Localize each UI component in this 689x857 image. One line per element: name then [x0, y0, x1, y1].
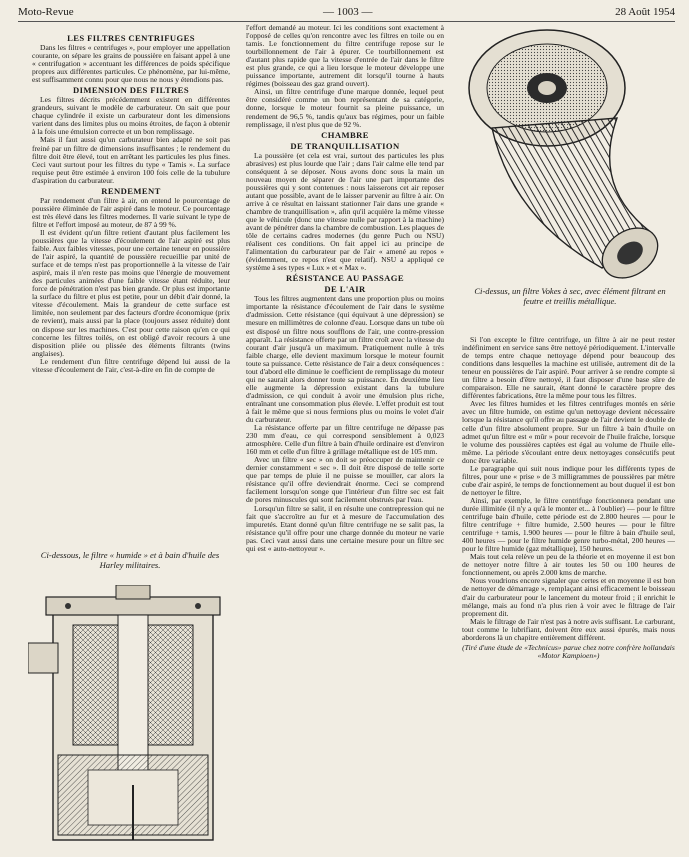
vokes-dry-filter-illustration — [452, 18, 682, 286]
paragraph: La résistance offerte par un filtre centrifuge ne dépasse pas 230 mm d'eau, ce qui correspond sensiblement à 0,023 atmosphère. Celle d'un filtre à bain d'huile ordinaire est d'environ 160 mm et celle d'un filtre à grillage métallique est de 105 mm. — [246, 423, 444, 457]
paragraph: Lorsqu'un filtre se salit, il en résulte une contrepression qui ne fait que s'accroître au fur et à mesure de l'accumulation des impuretés. Etant donné qu'un filtre centrifuge ne se salit pas, la résistance qu'il offre pour une charge donnée du moteur ne varie pas. Ceci vaut aussi dans une certaine mesure pour un filtre sec qui est « auto-nettoyeur ». — [246, 503, 444, 553]
paragraph: Tous les filtres augmentent dans une proportion plus ou moins importante la résistance d'écoulement de l'air dans le système d'admission. Cette résistance (qui équivaut à une dépression) se mesure en millimètres de colonne d'eau. Lorsque dans un tube où est disposé un filtre nous soufflons de l'air, une contre-pression apparaît. La résistance offerte par un filtre croît avec la vitesse du courant d'air jusqu'à un maximum. Pratiquement nulle à très faible charge, elle devient maximum lorsque le moteur fournit toute sa puissance. Cette résistance de l'air a deux conséquences : tout d'abord elle diminue le coefficient de remplissage du moteur qui ne saurait alors donner toute sa puissance. En deuxième lieu elle augmente la dépression existant dans la tubulure d'admission, ce qui conduit à avoir une émulsion plus riche, entraînant une consommation plus élevée. L'effet produit est tout à fait le même que si nous fermions plus ou moins le volet d'air du carburateur. — [246, 294, 444, 425]
paragraph: Avec un filtre « sec » on doit se préoccuper de maintenir ce dernier constamment « sec ». Il doit être disposé de telle sorte que par temps de pluie il ne puisse se mouiller, car alors la résistance qu'il offre deviendrait énorme. Ceci se comprend facilement lorsqu'on songe que l'intérieur d'un filtre sec est fait de pores minuscules qui sont facilement obstrués par l'eau. — [246, 455, 444, 505]
harley-oil-bath-filter-illustration — [28, 585, 238, 850]
heading-rendement: RENDEMENT — [101, 185, 161, 196]
paragraph: Les filtres décrits précédemment existent en différentes grandeurs, suivant le modèle de carburateur. On sait que pour chaque cylindrée il existe un carburateur dont les dimensions varient dans des limites plus ou moins étroites, de façon à obtenir à la fois une émulsion correcte et un bon remplissage. — [32, 95, 230, 137]
paragraph: Avec les filtres humides et les filtres centrifuges montés en série avec un filtre humide, on estime qu'un nettoyage devient nécessaire lorsque la résistance qu'il offre au passage de l'air devient le double de celle d'un filtre absolument propre. Sur un filtre à bain d'huile on admet qu'un filtre est « mûr » pour recevoir de l'huile fraîche, lorsque le volume des poussières captées est égal au volume de l'huile elle-même. La période s'écoulant entre deux nettoyages consécutifs peut donc être variable. — [462, 399, 675, 465]
text-column-3 — [462, 336, 675, 850]
paragraph: Par rendement d'un filtre à air, on entend le pourcentage de poussière éliminée de l'air aspiré dans le moteur. Ce pourcentage est très élevé dans les filtres modernes. Il varie suivant le type de filtre et l'effort imposé au moteur, de 87 à 99 %. — [32, 195, 230, 229]
text-column-2 — [246, 24, 444, 850]
paragraph: Mais tout cela relève un peu de la théorie et en moyenne il est bon de nettoyer notre filtre à air toutes les 50 ou 100 heures de fonctionnement, ou après 2.000 kms de marche. — [462, 552, 675, 578]
paragraph: Ainsi, par exemple, le filtre centrifuge fonctionnera pendant une durée illimitée (il n'y a qu'à le monter et... à l'oublier) — pour le filtre centrifuge bain d'huile, cette période est de 2.800 heures — pour le filtre centrifuge + filtre humide, 2.500 heures — pour le filtre centrifuge + tamis, 1.900 heures — pour le filtre à bain d'huile seul, 400 heures — pour le filtre humide genre turbo-métal, 200 heures — pour le filtre humide (gaz métallique), 150 heures. — [462, 495, 675, 554]
page-number: — 1003 — — [323, 6, 373, 18]
heading-de-l-air: DE L'AIR — [324, 284, 366, 295]
heading-filtres-centrifuges: LES FILTRES CENTRIFUGES — [67, 33, 195, 43]
issue-date: 28 Août 1954 — [615, 6, 675, 18]
heading-dimension-des-filtres: DIMENSION DES FILTRES — [72, 85, 189, 96]
paragraph: Dans les filtres « centrifuges », pour employer une appellation courante, on sépare les grains de poussière en faisant appel à une « centrifugation » accentuant les différences de poids spécifique propres aux différentes particules. Ce phénomène, par lui-même, est suffisamment connu pour que nous ne nous y étendions pas. — [32, 43, 230, 85]
magazine-name: Moto-Revue — [18, 6, 74, 18]
paragraph: Mais le filtrage de l'air n'est pas à notre avis suffisant. Le carburant, tout comme le lubrifiant, doivent être eux aussi épurés, mais nous aborderons là un chapitre entièrement différent. — [462, 616, 675, 642]
paragraph: Le paragraphe qui suit nous indique pour les différents types de filtres, pour une « prise » de 3 milligrammes de poussières par mètre cube d'air aspiré, le temps de fonctionnement au bout duquel il est bon de nettoyer le filtre. — [462, 463, 675, 497]
paragraph: Nous voudrions encore signaler que certes et en moyenne il est bon de nettoyer de démarrage », remplaçant ainsi efficacement le boisseau d'air du carburateur pour le lancement du moteur froid ; il enrichit le mélange, mais au fond n'a plus rien à voir avec le filtrage de l'air proprement dit. — [462, 576, 675, 618]
heading-de-tranquillisation: DE TRANQUILLISATION — [290, 140, 400, 151]
paragraph: Si l'on excepte le filtre centrifuge, un filtre à air ne peut rester indéfiniment en service sans être nettoyé périodiquement. L'intervalle de temps entre chaque nettoyage dépend pour beaucoup des conditions dans lesquelles la machine est utilisée, autrement dit de la teneur en poussières de l'air aspiré. Pour arriver à se rendre compte si un filtre a besoin d'être nettoyé, il faut disposer d'une base sûre de comparaison. Elle ne saurait, étant donné le caractère propre des différentes fabrications, être la même pour tous les filtres. — [462, 336, 675, 401]
caption-harley-filter: Ci-dessous, le filtre « humide » et à bain d'huile des Harley militaires. — [40, 550, 220, 570]
text-column-1 — [32, 32, 230, 547]
heading-resistance-au-passage: RÉSISTANCE AU PASSAGE — [286, 273, 404, 284]
article-credit: (Tiré d'une étude de «Technicus» parue chez notre confrère hollandais «Motor Kampioen») — [462, 642, 675, 660]
paragraph: l'effort demandé au moteur. Ici les conditions sont exactement à l'opposé de celles qu'on rencontre avec les filtres en toile ou en tamis. Le fonctionnement du filtre centrifuge repose sur le tourbillonnement de l'air à épurer. Ce tourbillonnement est d'autant plus rapide que la vitesse d'entrée de l'air dans le filtre est plus grande, ce qui a lieu lorsque le moteur développe une puissance importante, autrement dit lorsqu'il tourne à hauts régimes (boisseau des gaz grand ouvert). — [246, 24, 444, 89]
paragraph: Il est évident qu'un filtre retient d'autant plus facilement les poussières que la vitesse d'écoulement de l'air aspiré est plus faible. Aux faibles vitesses, pour une certaine teneur en poussière de l'air aspiré, la quantité de poussière recueillie par unité de surface et de temps n'est pas proportionnelle à la vitesse de l'air aspiré, mais il n'en reste pas moins que l'énergie de mouvement des particules animées d'une faible vitesse étant réduite, leur force de pénétration n'est pas bien grande. Or plus est importante la surface du filtre et plus est petite, pour un débit d'air donné, la vitesse d'écoulement. Mais la grandeur de cette surface est limitée, non seulement par des facteurs d'ordre économique (prix de revient), mais aussi par la place (toujours assez réduite) dont on dispose sur les machines. C'est pour cette raison qu'en ce qui concerne les filtres toilés, on est obligé d'avoir recours à une disposition pliée ou plissée des éléments filtrants (twins anglaises). — [32, 227, 230, 358]
paragraph: Ainsi, un filtre centrifuge d'une marque donnée, lequel peut être considéré comme un bon représentant de sa catégorie, donne, lorsque le moteur fournit sa pleine puissance, un rendement de 96,5 %, tandis qu'aux bas régimes, pour un faible remplissage, il n'est plus que de 92 %. — [246, 87, 444, 129]
heading-chambre: CHAMBRE — [321, 129, 369, 140]
paragraph: La poussière (et cela est vrai, surtout des particules les plus abrasives) est plus lourde que l'air ; dans l'air calme elle tend par conséquent à se déposer. Nous avons donc sous la main un nouveau moyen de séparer de l'air une part importante des poussières qui y sont contenues : nous laisserons cet air reposer autant que possible, avant de le laisser parvenir au filtre à air. On arrive à ce résultat en laissant stationner l'air dans une grande « chambre de tranquillisation », afin qu'il acquière la même vitesse que le véhicule (donc une vitesse nulle par rapport à la machine) avant de pénétrer dans la chambre de combustion. Les plaques de tôle de certains cadres modernes (du genre Puch ou NSU) réalisent ces conditions. On fait appel ici au principe de l'alimentation du carburateur par de l'air « amené au repos » (évidemment, ce repos n'est que relatif). NSU a appliqué ce système à ses types « Lux » et « Max ». — [246, 150, 444, 273]
paragraph: Le rendement d'un filtre centrifuge dépend lui aussi de la vitesse d'écoulement de l'air, c'est-à-dire en fin de compte de — [32, 356, 230, 374]
paragraph: Mais il faut aussi qu'un carburateur bien adapté ne soit pas freiné par un filtre de dimensions insuffisantes ; le rendement du filtre doit être élevé, tout en arrêtant les particules les plus fines. Ceci vaut surtout pour les filtres du type « Tamis ». La surface requise peut être estimée à environ 100 fois celle de la tubulure d'aspiration du carburateur. — [32, 135, 230, 185]
caption-vokes-filter: Ci-dessus, un filtre Vokes à sec, avec élément filtrant en feutre et treillis métallique. — [474, 286, 666, 306]
